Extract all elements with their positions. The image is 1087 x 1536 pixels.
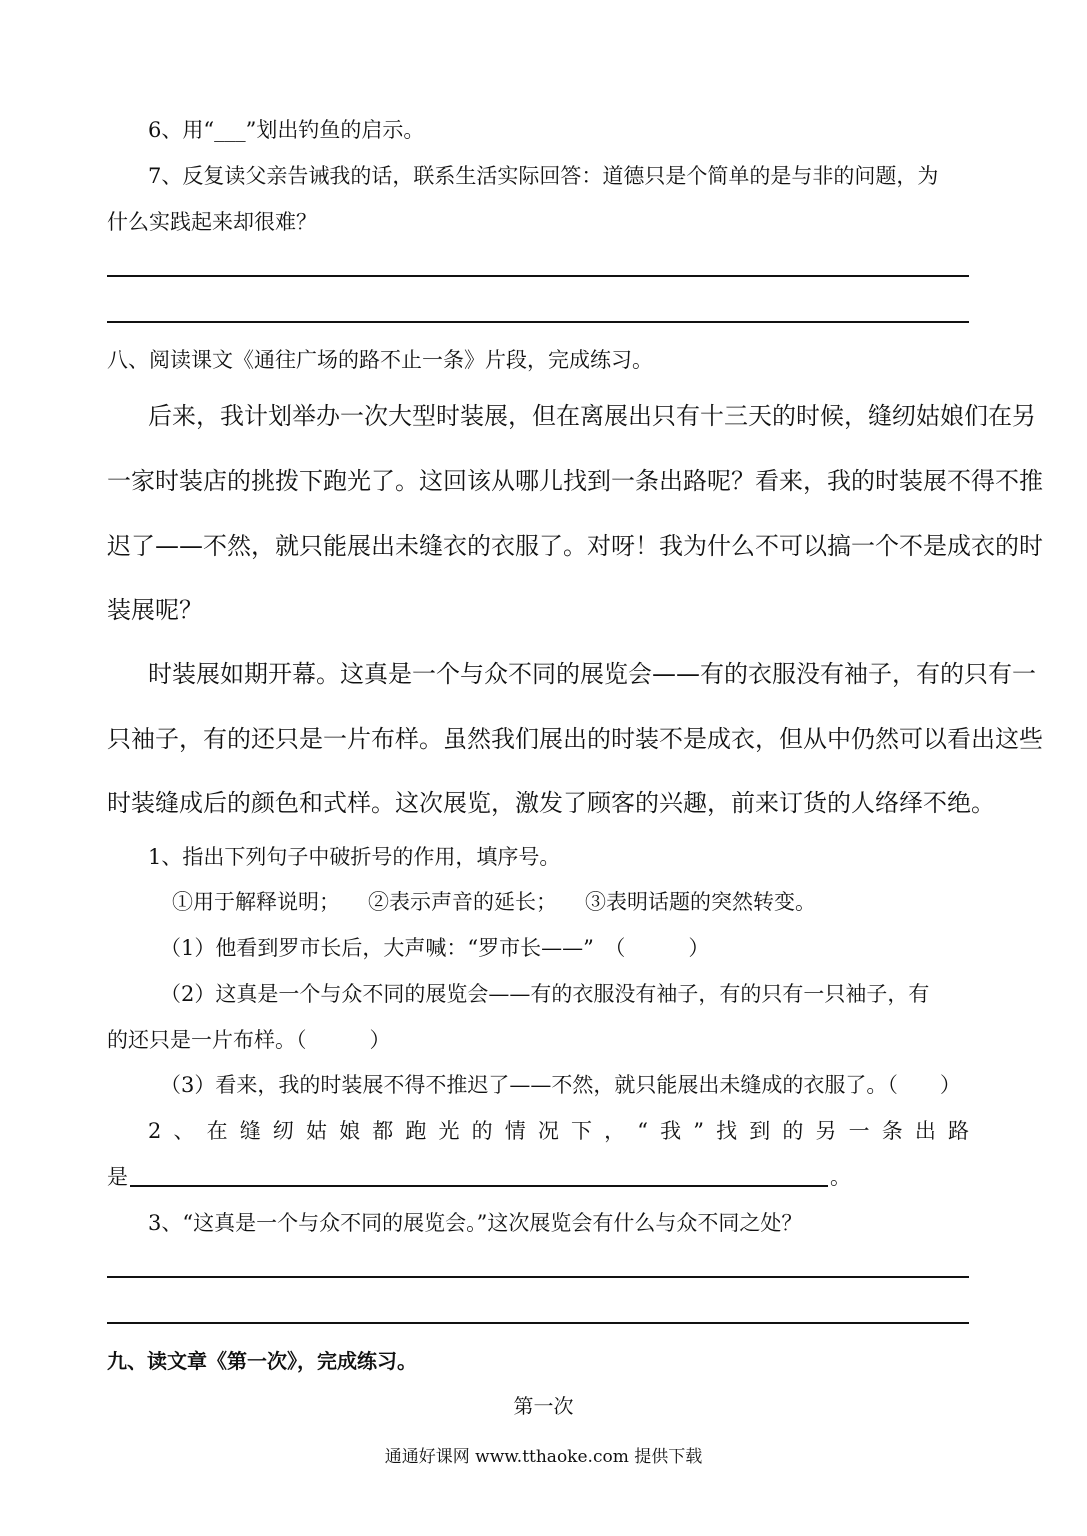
question-6-prefix: 6、用“ — [148, 118, 215, 142]
question-8-2-char: 出 — [914, 1119, 936, 1143]
section-8-heading: 八、阅读课文《通往广场的路不止一条》片段，完成练习。 — [107, 348, 653, 372]
question-8-2-char: 另 — [815, 1119, 837, 1143]
question-8-3: 3、“这真是一个与众不同的展览会。”这次展览会有什么与众不同之处？ — [148, 1211, 803, 1235]
question-8-2-char: 都 — [372, 1119, 394, 1143]
question-8-2-char: 一 — [848, 1119, 870, 1143]
question-8-2-char: 2 — [148, 1119, 162, 1143]
question-8-2-line-1 — [148, 1117, 969, 1145]
question-8-2-char: 纫 — [272, 1119, 294, 1143]
passage-line: 时装展如期开幕。这真是一个与众不同的展览会——有的衣服没有袖子，有的只有一 — [148, 660, 1036, 688]
question-8-2-char: 缝 — [239, 1119, 261, 1143]
question-8-2-char: 、 — [173, 1119, 195, 1143]
question-8-2-char: 姑 — [306, 1119, 327, 1143]
question-8-2-char: 的 — [782, 1119, 804, 1143]
answer-line[interactable] — [107, 321, 969, 323]
question-8-2-char: “ — [637, 1119, 648, 1143]
answer-line[interactable] — [107, 1276, 969, 1278]
question-8-2-char: 况 — [537, 1119, 559, 1143]
option-2: ②表示声音的延长； — [368, 890, 557, 914]
answer-blank[interactable] — [130, 1185, 828, 1187]
question-7-line-1: 7、反复读父亲告诫我的话，联系生活实际回答：道德只是个简单的是与非的问题，为 — [148, 164, 939, 188]
question-8-2-char: 光 — [438, 1119, 460, 1143]
question-8-2-suffix: 。 — [830, 1165, 851, 1189]
question-8-2-char: 我 — [660, 1119, 682, 1143]
answer-line[interactable] — [107, 1322, 969, 1324]
question-8-1-title: 1、指出下列句子中破折号的作用，填序号。 — [148, 845, 561, 869]
dash-usage-options — [172, 888, 816, 916]
question-8-1-item-3: （3）看来，我的时装展不得不推迟了——不然，就只能展出未缝成的衣服了。（ ） — [160, 1073, 961, 1097]
passage-line: 迟了——不然，就只能展出未缝衣的衣服了。对呀！我为什么不可以搞一个不是成衣的时 — [107, 532, 1043, 560]
question-8-2-char: 在 — [206, 1119, 228, 1143]
passage-line: 后来，我计划举办一次大型时装展，但在离展出只有十三天的时候，缝纫姑娘们在另 — [148, 402, 1036, 430]
question-8-1-item-2-line-1: （2）这真是一个与众不同的展览会——有的衣服没有袖子，有的只有一只袖子，有 — [160, 982, 930, 1006]
question-8-2-char: 跑 — [405, 1119, 427, 1143]
question-8-2-char: 找 — [716, 1119, 738, 1143]
question-8-2-char: 条 — [881, 1119, 903, 1143]
question-8-2-char: 情 — [504, 1119, 526, 1143]
question-8-1-item-1: （1）他看到罗市长后，大声喊：“罗市长——” （ ） — [160, 936, 710, 960]
page-footer: 通通好课网 www.tthaoke.com 提供下载 — [384, 1447, 703, 1467]
option-1: ①用于解释说明； — [172, 890, 340, 914]
question-8-2-char: 的 — [471, 1119, 493, 1143]
question-6-suffix: ”划出钓鱼的启示。 — [245, 118, 425, 142]
underline-sample: ___ — [214, 118, 246, 142]
question-8-2-char: 娘 — [339, 1119, 361, 1143]
question-8-2-char: 下 — [571, 1119, 592, 1143]
question-8-1-item-2-line-2: 的还只是一片布样。（ ） — [107, 1028, 391, 1052]
passage-line: 一家时装店的挑拨下跑光了。这回该从哪儿找到一条出路呢？看来，我的时装展不得不推 — [107, 467, 1043, 495]
section-9-heading: 九、读文章《第一次》，完成练习。 — [107, 1349, 417, 1373]
question-8-2-prefix: 是 — [107, 1165, 128, 1189]
passage-line: 只袖子，有的还只是一片布样。虽然我们展出的时装不是成衣，但从中仍然可以看出这些 — [107, 725, 1043, 753]
option-3: ③表明话题的突然转变。 — [585, 890, 816, 914]
question-8-2-char: ” — [693, 1119, 704, 1143]
question-8-2-char: ， — [604, 1119, 626, 1143]
passage-line: 时装缝成后的颜色和式样。这次展览，激发了顾客的兴趣，前来订货的人络绎不绝。 — [107, 789, 995, 817]
question-8-2-char: 到 — [749, 1119, 771, 1143]
question-8-2-line-2 — [107, 1163, 128, 1191]
question-8-2-char: 路 — [948, 1119, 969, 1143]
question-6 — [148, 116, 424, 144]
passage-line: 装展呢？ — [107, 596, 203, 624]
article-title: 第一次 — [513, 1394, 574, 1418]
answer-line[interactable] — [107, 275, 969, 277]
question-7-line-2: 什么实践起来却很难？ — [107, 210, 317, 234]
